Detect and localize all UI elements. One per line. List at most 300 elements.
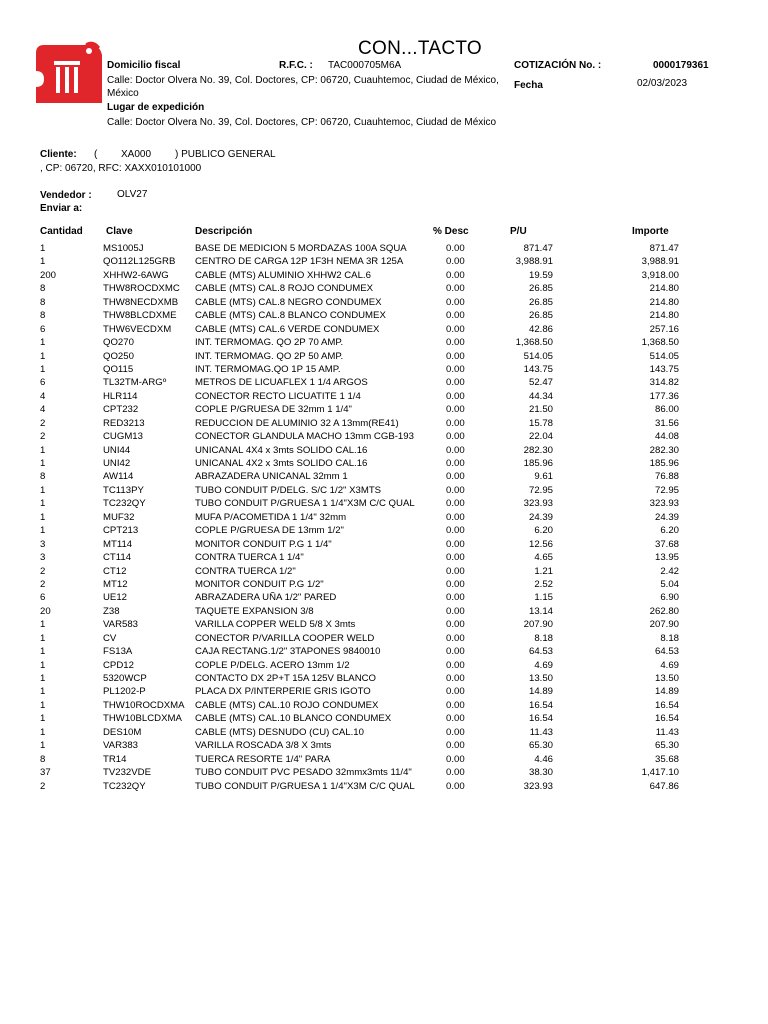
cell-precio-unitario: 44.34 bbox=[528, 390, 553, 402]
cell-clave: QO112L125GRB bbox=[103, 256, 176, 268]
table-row bbox=[0, 780, 768, 793]
table-row bbox=[0, 363, 768, 376]
cell-descripcion: CONTRA TUERCA 1/2" bbox=[195, 565, 296, 577]
cell-precio-unitario: 871.47 bbox=[523, 243, 553, 254]
table-row bbox=[0, 497, 768, 510]
cell-importe: 76.88 bbox=[654, 471, 679, 483]
cell-importe: 4.69 bbox=[660, 659, 679, 671]
cliente-open-paren: ( bbox=[94, 149, 98, 160]
table-row bbox=[0, 766, 768, 779]
table-row bbox=[0, 403, 768, 416]
cotizacion-label: COTIZACIÓN No. : bbox=[514, 60, 602, 71]
cell-descuento: 0.00 bbox=[446, 511, 465, 523]
cell-precio-unitario: 16.54 bbox=[528, 699, 553, 711]
cell-clave: UNI42 bbox=[103, 458, 131, 469]
cell-clave: Z38 bbox=[103, 605, 120, 617]
table-row bbox=[0, 578, 768, 591]
cell-importe: 72.95 bbox=[654, 484, 679, 496]
cell-descuento: 0.00 bbox=[446, 269, 465, 281]
cell-importe: 514.05 bbox=[649, 350, 679, 362]
cell-descripcion: CABLE (MTS) ALUMINIO XHHW2 CAL.6 bbox=[195, 269, 371, 281]
cell-qty: 1 bbox=[40, 363, 46, 375]
cell-clave: TV232VDE bbox=[103, 767, 151, 779]
table-row bbox=[0, 605, 768, 618]
cell-descripcion: TUBO CONDUIT PVC PESADO 32mmx3mts 11/4" bbox=[195, 767, 412, 779]
cell-precio-unitario: 16.54 bbox=[528, 713, 553, 725]
cell-importe: 2.42 bbox=[660, 565, 679, 577]
cell-clave: CPT232 bbox=[103, 404, 139, 416]
cell-importe: 647.86 bbox=[649, 780, 679, 792]
cell-qty: 6 bbox=[40, 592, 46, 604]
cell-clave: THW8ROCDXMC bbox=[103, 283, 180, 295]
table-row bbox=[0, 538, 768, 551]
cell-importe: 24.39 bbox=[654, 511, 679, 523]
cell-precio-unitario: 15.78 bbox=[528, 417, 553, 429]
cell-qty: 2 bbox=[40, 417, 46, 429]
cell-qty: 1 bbox=[40, 632, 46, 644]
cell-importe: 6.90 bbox=[660, 592, 679, 604]
cell-clave: 5320WCP bbox=[103, 673, 147, 684]
table-row bbox=[0, 444, 768, 457]
cliente-code: XA000 bbox=[121, 149, 152, 160]
col-header-desc: % Desc bbox=[433, 226, 469, 237]
table-row bbox=[0, 417, 768, 430]
cell-descuento: 0.00 bbox=[446, 377, 465, 389]
cell-qty: 1 bbox=[40, 498, 46, 510]
cell-clave: CPD12 bbox=[103, 659, 134, 671]
cell-importe: 1,417.10 bbox=[641, 767, 679, 779]
table-row bbox=[0, 296, 768, 309]
cell-precio-unitario: 13.50 bbox=[528, 673, 553, 684]
col-header-pu: P/U bbox=[510, 226, 527, 237]
cell-importe: 16.54 bbox=[654, 713, 679, 725]
vendedor-label: Vendedor : bbox=[40, 190, 92, 201]
cell-descripcion: CONECTOR RECTO LICUATITE 1 1/4 bbox=[195, 390, 361, 402]
cell-precio-unitario: 13.14 bbox=[528, 605, 553, 617]
cell-descripcion: CONTACTO DX 2P+T 15A 125V BLANCO bbox=[195, 673, 377, 684]
cell-precio-unitario: 2.52 bbox=[534, 578, 553, 590]
col-header-cantidad: Cantidad bbox=[40, 226, 83, 237]
cell-descuento: 0.00 bbox=[446, 686, 465, 698]
cell-descuento: 0.00 bbox=[446, 350, 465, 362]
cell-descripcion: COPLE P/GRUESA DE 13mm 1/2" bbox=[195, 525, 344, 537]
cell-qty: 1 bbox=[40, 686, 46, 698]
cell-importe: 323.93 bbox=[649, 498, 679, 510]
cell-descripcion: BASE DE MEDICION 5 MORDAZAS 100A SQUA bbox=[195, 243, 407, 254]
company-logo-icon bbox=[34, 37, 104, 107]
table-row bbox=[0, 685, 768, 698]
cell-descuento: 0.00 bbox=[446, 699, 465, 711]
cell-precio-unitario: 282.30 bbox=[523, 444, 553, 456]
cell-precio-unitario: 26.85 bbox=[528, 283, 553, 295]
cell-descuento: 0.00 bbox=[446, 632, 465, 644]
table-row bbox=[0, 551, 768, 564]
table-row bbox=[0, 591, 768, 604]
cell-importe: 44.08 bbox=[654, 431, 679, 443]
cell-qty: 6 bbox=[40, 377, 46, 389]
col-header-importe: Importe bbox=[632, 226, 669, 237]
cell-precio-unitario: 207.90 bbox=[523, 619, 553, 631]
cliente-rfc-line: , CP: 06720, RFC: XAXX010101000 bbox=[40, 163, 202, 174]
cell-descuento: 0.00 bbox=[446, 646, 465, 658]
enviar-a-label: Enviar a: bbox=[40, 203, 83, 214]
cell-descuento: 0.00 bbox=[446, 578, 465, 590]
cell-precio-unitario: 6.20 bbox=[534, 525, 553, 537]
cell-descuento: 0.00 bbox=[446, 390, 465, 402]
cell-importe: 177.36 bbox=[649, 390, 679, 402]
cell-importe: 14.89 bbox=[654, 686, 679, 698]
cell-qty: 4 bbox=[40, 390, 46, 402]
cell-importe: 11.43 bbox=[655, 726, 679, 738]
cell-importe: 314.82 bbox=[649, 377, 679, 389]
cell-descripcion: CABLE (MTS) CAL.8 ROJO CONDUMEX bbox=[195, 283, 374, 295]
cell-descuento: 0.00 bbox=[446, 296, 465, 308]
cell-qty: 8 bbox=[40, 471, 46, 483]
cell-importe: 214.80 bbox=[649, 283, 679, 295]
cell-precio-unitario: 9.61 bbox=[534, 471, 553, 483]
cell-clave: TC232QY bbox=[103, 498, 146, 510]
cell-clave: QO250 bbox=[103, 350, 134, 362]
cell-descripcion: TUERCA RESORTE 1/4" PARA bbox=[195, 753, 331, 765]
cell-descripcion: INT. TERMOMAG.QO 1P 15 AMP. bbox=[195, 363, 341, 375]
cell-qty: 4 bbox=[40, 404, 46, 416]
cell-clave: VAR383 bbox=[103, 740, 139, 752]
cell-clave: UNI44 bbox=[103, 444, 131, 456]
cell-descuento: 0.00 bbox=[446, 498, 465, 510]
cell-descripcion: TUBO CONDUIT P/DELG. S/C 1/2" X3MTS bbox=[195, 484, 382, 496]
cell-descuento: 0.00 bbox=[446, 323, 465, 335]
cell-clave: MUF32 bbox=[103, 511, 135, 523]
cell-descuento: 0.00 bbox=[446, 552, 465, 564]
cell-importe: 6.20 bbox=[660, 525, 679, 537]
cell-clave: MS1005J bbox=[103, 243, 144, 254]
cell-precio-unitario: 1,368.50 bbox=[515, 337, 553, 349]
cell-precio-unitario: 1.21 bbox=[534, 565, 553, 577]
table-row bbox=[0, 484, 768, 497]
cell-precio-unitario: 52.47 bbox=[528, 377, 553, 389]
cell-importe: 31.56 bbox=[654, 417, 679, 429]
cell-descuento: 0.00 bbox=[446, 592, 465, 604]
cell-importe: 262.80 bbox=[649, 605, 679, 617]
cell-precio-unitario: 65.30 bbox=[528, 740, 553, 752]
cell-descripcion: MONITOR CONDUIT P.G 1 1/4" bbox=[195, 538, 332, 550]
cell-clave: CT114 bbox=[103, 552, 132, 564]
table-row bbox=[0, 565, 768, 578]
cell-precio-unitario: 42.86 bbox=[528, 323, 553, 335]
cell-descripcion: MONITOR CONDUIT P.G 1/2" bbox=[195, 578, 324, 590]
cell-precio-unitario: 72.95 bbox=[528, 484, 553, 496]
cell-precio-unitario: 19.59 bbox=[528, 269, 553, 281]
cell-importe: 8.18 bbox=[660, 632, 679, 644]
cell-descripcion: CABLE (MTS) DESNUDO (CU) CAL.10 bbox=[195, 726, 364, 738]
cell-precio-unitario: 4.69 bbox=[534, 659, 553, 671]
cell-descripcion: MUFA P/ACOMETIDA 1 1/4" 32mm bbox=[195, 511, 347, 523]
cell-descripcion: COPLE P/DELG. ACERO 13mm 1/2 bbox=[195, 659, 350, 671]
cell-descuento: 0.00 bbox=[446, 740, 465, 752]
cell-descuento: 0.00 bbox=[446, 565, 465, 577]
cliente-name: ) PUBLICO GENERAL bbox=[175, 149, 276, 160]
cell-descripcion: UNICANAL 4X4 x 3mts SOLIDO CAL.16 bbox=[195, 444, 368, 456]
cell-clave: FS13A bbox=[103, 646, 133, 658]
cliente-label: Cliente: bbox=[40, 149, 77, 160]
cell-descripcion: TUBO CONDUIT P/GRUESA 1 1/4"X3M C/C QUAL bbox=[195, 498, 415, 510]
cell-qty: 1 bbox=[40, 659, 46, 671]
domicilio-fiscal-label: Domicilio fiscal bbox=[107, 60, 181, 71]
cell-descripcion: CONECTOR GLANDULA MACHO 13mm CGB-193 bbox=[195, 431, 414, 443]
items-table bbox=[0, 242, 768, 793]
cell-descuento: 0.00 bbox=[446, 767, 465, 779]
cell-qty: 3 bbox=[40, 552, 46, 564]
cell-precio-unitario: 3,988.91 bbox=[515, 256, 553, 268]
cell-qty: 2 bbox=[40, 431, 46, 443]
cell-importe: 257.16 bbox=[649, 323, 679, 335]
cell-importe: 13.50 bbox=[654, 673, 679, 684]
table-row bbox=[0, 632, 768, 645]
cell-descripcion: CENTRO DE CARGA 12P 1F3H NEMA 3R 125A bbox=[195, 256, 404, 268]
table-row bbox=[0, 430, 768, 443]
cotizacion-number: 0000179361 bbox=[653, 60, 709, 71]
cell-importe: 64.53 bbox=[654, 646, 679, 658]
cell-importe: 16.54 bbox=[654, 699, 679, 711]
cell-qty: 2 bbox=[40, 578, 46, 590]
cell-descripcion: CABLE (MTS) CAL.8 BLANCO CONDUMEX bbox=[195, 310, 386, 322]
cell-clave: TL32TM-ARGº bbox=[103, 377, 167, 389]
cell-qty: 1 bbox=[40, 243, 46, 254]
cell-qty: 20 bbox=[40, 605, 51, 617]
table-row bbox=[0, 255, 768, 268]
cell-clave: THW8BLCDXME bbox=[103, 310, 177, 322]
cell-qty: 1 bbox=[40, 484, 46, 496]
cell-precio-unitario: 38.30 bbox=[528, 767, 553, 779]
cell-descuento: 0.00 bbox=[446, 337, 465, 349]
cell-clave: QO270 bbox=[103, 337, 134, 349]
cell-importe: 214.80 bbox=[649, 296, 679, 308]
cell-descuento: 0.00 bbox=[446, 431, 465, 443]
cell-precio-unitario: 14.89 bbox=[528, 686, 553, 698]
cell-clave: XHHW2-6AWG bbox=[103, 269, 169, 281]
cell-clave: HLR114 bbox=[103, 390, 138, 402]
cell-descripcion: COPLE P/GRUESA DE 32mm 1 1/4" bbox=[195, 404, 352, 416]
cell-qty: 1 bbox=[40, 511, 46, 523]
cell-qty: 3 bbox=[40, 538, 46, 550]
cell-clave: THW8NECDXMB bbox=[103, 296, 179, 308]
cell-qty: 1 bbox=[40, 256, 46, 268]
cell-importe: 214.80 bbox=[649, 310, 679, 322]
cell-descripcion: TUBO CONDUIT P/GRUESA 1 1/4"X3M C/C QUAL bbox=[195, 780, 415, 792]
cell-descripcion: INT. TERMOMAG. QO 2P 50 AMP. bbox=[195, 350, 344, 362]
cell-descuento: 0.00 bbox=[446, 605, 465, 617]
cell-descuento: 0.00 bbox=[446, 243, 465, 254]
cell-qty: 8 bbox=[40, 296, 46, 308]
rfc-value: TAC000705M6A bbox=[328, 60, 402, 71]
cell-descripcion: ABRAZADERA UÑA 1/2" PARED bbox=[195, 592, 337, 604]
cell-precio-unitario: 8.18 bbox=[534, 632, 553, 644]
table-row bbox=[0, 323, 768, 336]
table-row bbox=[0, 672, 768, 685]
cell-clave: UE12 bbox=[103, 592, 127, 604]
cell-descripcion: CONTRA TUERCA 1 1/4" bbox=[195, 552, 304, 564]
cell-precio-unitario: 12.56 bbox=[528, 538, 553, 550]
cell-importe: 65.30 bbox=[654, 740, 679, 752]
cell-importe: 1,368.50 bbox=[641, 337, 679, 349]
cell-descripcion: INT. TERMOMAG. QO 2P 70 AMP. bbox=[195, 337, 344, 349]
cell-qty: 1 bbox=[40, 673, 46, 684]
cell-descripcion: METROS DE LICUAFLEX 1 1/4 ARGOS bbox=[195, 377, 368, 389]
table-row bbox=[0, 269, 768, 282]
cell-descripcion: REDUCCION DE ALUMINIO 32 A 13mm(RE41) bbox=[195, 417, 399, 429]
table-row bbox=[0, 282, 768, 295]
table-row bbox=[0, 659, 768, 672]
cell-descripcion: VARILLA ROSCADA 3/8 X 3mts bbox=[195, 740, 332, 752]
company-name: CON...TACTO bbox=[358, 38, 482, 59]
cell-descripcion: VARILLA COPPER WELD 5/8 X 3mts bbox=[195, 619, 356, 631]
cell-descripcion: CABLE (MTS) CAL.8 NEGRO CONDUMEX bbox=[195, 296, 382, 308]
cell-clave: MT12 bbox=[103, 578, 128, 590]
cell-clave: THW10BLCDXMA bbox=[103, 713, 182, 725]
cell-precio-unitario: 26.85 bbox=[528, 296, 553, 308]
cell-descripcion: UNICANAL 4X2 x 3mts SOLIDO CAL.16 bbox=[195, 458, 368, 469]
table-row bbox=[0, 524, 768, 537]
cell-qty: 1 bbox=[40, 713, 46, 725]
table-row bbox=[0, 470, 768, 483]
cell-importe: 143.75 bbox=[649, 363, 679, 375]
cell-precio-unitario: 4.65 bbox=[534, 552, 553, 564]
cell-precio-unitario: 22.04 bbox=[528, 431, 553, 443]
cell-precio-unitario: 323.93 bbox=[523, 498, 553, 510]
fecha-label: Fecha bbox=[514, 80, 543, 91]
cell-precio-unitario: 143.75 bbox=[523, 363, 553, 375]
cell-clave: RED3213 bbox=[103, 417, 145, 429]
cell-importe: 13.95 bbox=[654, 552, 679, 564]
address-line-1: Calle: Doctor Olvera No. 39, Col. Doctores, CP: 06720, Cuauhtemoc, Ciudad de México, bbox=[107, 75, 499, 86]
cell-precio-unitario: 514.05 bbox=[523, 350, 553, 362]
cell-precio-unitario: 26.85 bbox=[528, 310, 553, 322]
cell-qty: 1 bbox=[40, 350, 46, 362]
table-row bbox=[0, 309, 768, 322]
cell-descuento: 0.00 bbox=[446, 417, 465, 429]
cell-descripcion: PLACA DX P/INTERPERIE GRIS IGOTO bbox=[195, 686, 371, 698]
cell-clave: QO115 bbox=[103, 363, 134, 375]
cell-clave: THW10ROCDXMA bbox=[103, 699, 185, 711]
table-row bbox=[0, 712, 768, 725]
col-header-descripcion: Descripción bbox=[195, 226, 253, 237]
cell-precio-unitario: 1.15 bbox=[534, 592, 553, 604]
cell-importe: 871.47 bbox=[649, 243, 679, 254]
cell-clave: DES10M bbox=[103, 726, 142, 738]
fecha-value: 02/03/2023 bbox=[637, 78, 688, 89]
cell-descuento: 0.00 bbox=[446, 780, 465, 792]
cell-importe: 282.30 bbox=[649, 444, 679, 456]
cell-qty: 200 bbox=[40, 269, 57, 281]
col-header-clave: Clave bbox=[106, 226, 133, 237]
cell-qty: 2 bbox=[40, 565, 46, 577]
table-row bbox=[0, 726, 768, 739]
cell-descripcion: CABLE (MTS) CAL.6 VERDE CONDUMEX bbox=[195, 323, 380, 335]
cell-clave: CUGM13 bbox=[103, 431, 143, 443]
table-row bbox=[0, 390, 768, 403]
cell-clave: CT12 bbox=[103, 565, 127, 577]
cell-clave: PL1202-P bbox=[103, 686, 146, 698]
cell-descuento: 0.00 bbox=[446, 256, 465, 268]
table-row bbox=[0, 645, 768, 658]
cell-precio-unitario: 21.50 bbox=[528, 404, 553, 416]
cell-qty: 1 bbox=[40, 619, 46, 631]
cell-qty: 1 bbox=[40, 740, 46, 752]
table-row bbox=[0, 699, 768, 712]
rfc-label: R.F.C. : bbox=[279, 60, 313, 71]
cell-importe: 3,918.00 bbox=[641, 269, 679, 281]
cell-descripcion: CONECTOR P/VARILLA COOPER WELD bbox=[195, 632, 375, 644]
table-row bbox=[0, 350, 768, 363]
cell-descuento: 0.00 bbox=[446, 673, 465, 684]
cell-importe: 86.00 bbox=[654, 404, 679, 416]
table-row bbox=[0, 511, 768, 524]
cell-precio-unitario: 24.39 bbox=[528, 511, 553, 523]
cell-descuento: 0.00 bbox=[446, 363, 465, 375]
cell-qty: 1 bbox=[40, 646, 46, 658]
cell-descuento: 0.00 bbox=[446, 310, 465, 322]
cell-precio-unitario: 323.93 bbox=[523, 780, 553, 792]
cell-qty: 1 bbox=[40, 444, 46, 456]
cell-precio-unitario: 64.53 bbox=[528, 646, 553, 658]
cell-descuento: 0.00 bbox=[446, 458, 465, 469]
cell-descuento: 0.00 bbox=[446, 726, 465, 738]
table-row bbox=[0, 376, 768, 389]
cell-precio-unitario: 4.46 bbox=[534, 753, 553, 765]
table-row bbox=[0, 336, 768, 349]
cell-clave: THW6VECDXM bbox=[103, 323, 172, 335]
cell-descuento: 0.00 bbox=[446, 283, 465, 295]
table-row bbox=[0, 242, 768, 255]
cell-descuento: 0.00 bbox=[446, 713, 465, 725]
table-row bbox=[0, 753, 768, 766]
cell-importe: 3,988.91 bbox=[641, 256, 679, 268]
table-row bbox=[0, 739, 768, 752]
address-line-2: México bbox=[107, 88, 139, 99]
lugar-expedicion-address: Calle: Doctor Olvera No. 39, Col. Doctores, CP: 06720, Cuauhtemoc, Ciudad de México bbox=[107, 117, 497, 128]
cell-qty: 6 bbox=[40, 323, 46, 335]
cell-clave: VAR583 bbox=[103, 619, 139, 631]
table-row bbox=[0, 618, 768, 631]
cell-importe: 5.04 bbox=[660, 578, 679, 590]
cell-descuento: 0.00 bbox=[446, 753, 465, 765]
cell-clave: TC113PY bbox=[103, 484, 144, 496]
cell-importe: 37.68 bbox=[654, 538, 679, 550]
cell-descripcion: ABRAZADERA UNICANAL 32mm 1 bbox=[195, 471, 348, 483]
cell-qty: 1 bbox=[40, 337, 46, 349]
cell-descuento: 0.00 bbox=[446, 619, 465, 631]
cell-clave: CPT213 bbox=[103, 525, 139, 537]
cell-clave: TR14 bbox=[103, 753, 127, 765]
cell-qty: 1 bbox=[40, 699, 46, 711]
cell-qty: 2 bbox=[40, 780, 46, 792]
cell-descuento: 0.00 bbox=[446, 444, 465, 456]
cell-descuento: 0.00 bbox=[446, 538, 465, 550]
cell-precio-unitario: 11.43 bbox=[529, 726, 553, 738]
cell-descripcion: TAQUETE EXPANSION 3/8 bbox=[195, 605, 314, 617]
cell-descuento: 0.00 bbox=[446, 404, 465, 416]
cell-descuento: 0.00 bbox=[446, 525, 465, 537]
cell-descuento: 0.00 bbox=[446, 471, 465, 483]
cell-qty: 8 bbox=[40, 753, 46, 765]
cell-importe: 35.68 bbox=[654, 753, 679, 765]
cell-qty: 1 bbox=[40, 726, 46, 738]
cell-descripcion: CAJA RECTANG.1/2" 3TAPONES 9840010 bbox=[195, 646, 381, 658]
lugar-expedicion-label: Lugar de expedición bbox=[107, 102, 205, 113]
cell-descripcion: CABLE (MTS) CAL.10 BLANCO CONDUMEX bbox=[195, 713, 392, 725]
cell-descuento: 0.00 bbox=[446, 659, 465, 671]
cell-qty: 1 bbox=[40, 525, 46, 537]
